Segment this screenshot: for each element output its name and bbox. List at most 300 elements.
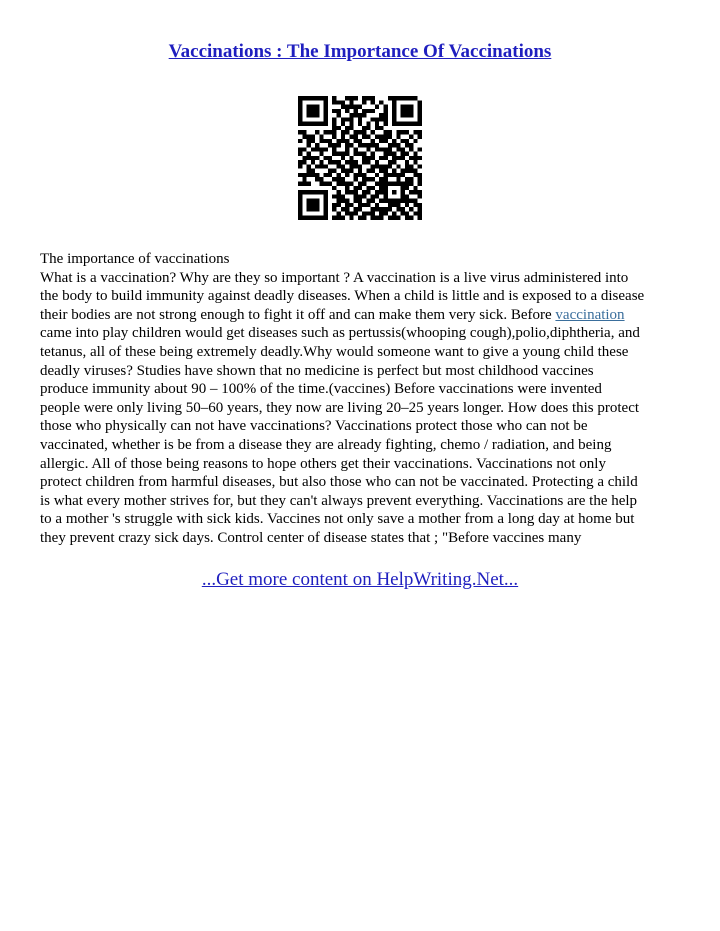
qr-module — [298, 211, 302, 215]
qr-module — [392, 109, 396, 113]
qr-module — [405, 96, 409, 100]
qr-module — [366, 199, 370, 203]
qr-module — [362, 173, 366, 177]
qr-module — [388, 147, 392, 151]
qr-module — [409, 105, 413, 109]
qr-module — [401, 147, 405, 151]
qr-module — [379, 199, 383, 203]
vaccination-link[interactable]: vaccination — [555, 306, 625, 323]
qr-module — [324, 211, 328, 215]
article-heading: The importance of vaccinations — [40, 251, 230, 267]
qr-module — [332, 143, 336, 147]
qr-module — [362, 160, 366, 164]
qr-module — [418, 109, 422, 113]
qr-module — [375, 143, 379, 147]
qr-module — [336, 194, 340, 198]
qr-module — [336, 173, 340, 177]
qr-module — [315, 190, 319, 194]
qr-module — [392, 122, 396, 126]
qr-module — [358, 113, 362, 117]
qr-module — [311, 207, 315, 211]
qr-module — [302, 134, 306, 138]
qr-module — [311, 156, 315, 160]
article-line: deadly viruses? Studies have shown that no medicine is perfect but most childhood vaccines — [40, 362, 594, 379]
qr-module — [315, 199, 319, 203]
qr-module — [319, 134, 323, 138]
qr-module — [388, 143, 392, 147]
qr-module — [358, 173, 362, 177]
qr-module — [341, 169, 345, 173]
qr-module — [324, 147, 328, 151]
qr-module — [349, 117, 353, 121]
qr-module — [311, 203, 315, 207]
qr-module — [354, 160, 358, 164]
qr-module — [341, 182, 345, 186]
qr-module — [298, 182, 302, 186]
qr-module — [396, 156, 400, 160]
qr-module — [401, 194, 405, 198]
qr-module — [302, 160, 306, 164]
qr-module — [409, 182, 413, 186]
qr-module — [384, 152, 388, 156]
qr-module — [392, 100, 396, 104]
qr-module — [418, 113, 422, 117]
qr-module — [413, 139, 417, 143]
qr-module — [401, 207, 405, 211]
qr-module — [315, 130, 319, 134]
document-title — [0, 40, 720, 64]
qr-module — [379, 100, 383, 104]
qr-module — [302, 216, 306, 220]
qr-module — [401, 152, 405, 156]
more-content — [0, 568, 720, 592]
qr-module — [307, 199, 311, 203]
qr-module — [379, 147, 383, 151]
qr-module — [375, 160, 379, 164]
qr-module — [324, 216, 328, 220]
qr-module — [413, 160, 417, 164]
qr-module — [328, 156, 332, 160]
qr-module — [341, 199, 345, 203]
qr-module — [298, 100, 302, 104]
qr-module — [375, 105, 379, 109]
qr-module — [405, 139, 409, 143]
qr-module — [324, 190, 328, 194]
qr-module — [324, 156, 328, 160]
qr-module — [336, 152, 340, 156]
qr-module — [375, 194, 379, 198]
qr-module — [401, 96, 405, 100]
qr-module — [401, 139, 405, 143]
qr-module — [405, 113, 409, 117]
qr-module — [388, 134, 392, 138]
qr-module — [418, 173, 422, 177]
qr-module — [396, 182, 400, 186]
qr-module — [413, 203, 417, 207]
qr-module — [384, 177, 388, 181]
qr-module — [392, 203, 396, 207]
qr-module — [332, 130, 336, 134]
qr-module — [418, 130, 422, 134]
qr-module — [354, 190, 358, 194]
qr-module — [418, 190, 422, 194]
qr-module — [418, 216, 422, 220]
qr-module — [349, 203, 353, 207]
qr-module — [405, 152, 409, 156]
qr-module — [392, 156, 396, 160]
qr-module — [371, 109, 375, 113]
qr-module — [298, 173, 302, 177]
qr-module — [328, 139, 332, 143]
qr-module — [371, 164, 375, 168]
qr-module — [375, 134, 379, 138]
qr-module — [354, 173, 358, 177]
qr-module — [413, 211, 417, 215]
qr-module — [298, 216, 302, 220]
qr-module — [379, 177, 383, 181]
qr-module — [392, 169, 396, 173]
qr-module — [349, 190, 353, 194]
qr-module — [384, 117, 388, 121]
qr-module — [405, 194, 409, 198]
article-line: the body to build immunity against deadly diseases. When a child is little and is exposed to a disease — [40, 288, 645, 305]
qr-module — [409, 147, 413, 151]
qr-module — [413, 156, 417, 160]
qr-module — [345, 211, 349, 215]
qr-module — [315, 177, 319, 181]
qr-module — [336, 203, 340, 207]
qr-module — [332, 126, 336, 130]
qr-module — [401, 113, 405, 117]
qr-module — [332, 117, 336, 121]
qr-module — [341, 156, 345, 160]
qr-module — [336, 177, 340, 181]
qr-module — [384, 109, 388, 113]
qr-module — [341, 130, 345, 134]
article-line: protect children from harmful diseases, but also those who can not be vaccinated. Protecting a child — [40, 474, 638, 491]
qr-module — [332, 109, 336, 113]
qr-module — [341, 117, 345, 121]
qr-module — [396, 203, 400, 207]
qr-module — [328, 143, 332, 147]
qr-module — [336, 113, 340, 117]
qr-module — [388, 199, 392, 203]
qr-module — [349, 134, 353, 138]
qr-module — [418, 100, 422, 104]
qr-module — [375, 216, 379, 220]
qr-module — [371, 177, 375, 181]
qr-module — [298, 207, 302, 211]
qr-module — [311, 147, 315, 151]
qr-module — [366, 211, 370, 215]
qr-module — [392, 117, 396, 121]
qr-module — [336, 190, 340, 194]
qr-module — [332, 160, 336, 164]
qr-module — [307, 109, 311, 113]
qr-module — [358, 199, 362, 203]
qr-module — [405, 143, 409, 147]
qr-module — [358, 216, 362, 220]
article-line: tetanus, all of these being extremely deadly.Why would someone want to give a young child these — [40, 343, 629, 360]
qr-module — [324, 182, 328, 186]
qr-module — [307, 122, 311, 126]
qr-module — [298, 130, 302, 134]
qr-module — [354, 152, 358, 156]
qr-module — [401, 186, 405, 190]
qr-module — [405, 122, 409, 126]
qr-module — [375, 147, 379, 151]
qr-module — [366, 203, 370, 207]
qr-module — [324, 122, 328, 126]
qr-module — [341, 134, 345, 138]
qr-module — [345, 190, 349, 194]
qr-module — [405, 186, 409, 190]
qr-module — [302, 122, 306, 126]
qr-module — [366, 156, 370, 160]
qr-module — [379, 211, 383, 215]
qr-module — [332, 134, 336, 138]
qr-module — [324, 164, 328, 168]
qr-module — [366, 126, 370, 130]
qr-module — [384, 139, 388, 143]
qr-module — [418, 134, 422, 138]
qr-module — [345, 160, 349, 164]
qr-module — [298, 164, 302, 168]
qr-module — [418, 122, 422, 126]
qr-module — [405, 105, 409, 109]
qr-module — [375, 164, 379, 168]
article-line — [40, 306, 690, 325]
qr-module — [307, 139, 311, 143]
qr-module — [307, 143, 311, 147]
qr-module — [405, 164, 409, 168]
qr-module — [332, 177, 336, 181]
qr-module — [375, 182, 379, 186]
qr-module — [358, 207, 362, 211]
qr-module — [319, 182, 323, 186]
qr-module — [405, 177, 409, 181]
qr-module — [396, 199, 400, 203]
qr-module — [345, 199, 349, 203]
qr-module — [319, 96, 323, 100]
qr-module — [384, 173, 388, 177]
qr-module — [315, 164, 319, 168]
qr-module — [345, 143, 349, 147]
qr-module — [328, 160, 332, 164]
qr-module — [396, 122, 400, 126]
qr-module — [418, 203, 422, 207]
qr-module — [345, 130, 349, 134]
qr-module — [375, 122, 379, 126]
qr-module — [354, 211, 358, 215]
qr-module — [396, 96, 400, 100]
qr-module — [349, 160, 353, 164]
qr-module — [371, 143, 375, 147]
qr-module — [392, 152, 396, 156]
qr-module — [371, 100, 375, 104]
qr-module — [358, 130, 362, 134]
qr-module — [302, 173, 306, 177]
qr-module — [358, 143, 362, 147]
qr-module — [307, 105, 311, 109]
qr-module — [311, 113, 315, 117]
qr-module — [371, 199, 375, 203]
qr-module — [332, 169, 336, 173]
qr-module — [315, 216, 319, 220]
qr-module — [392, 96, 396, 100]
qr-module — [354, 199, 358, 203]
qr-module — [345, 152, 349, 156]
qr-module — [358, 117, 362, 121]
qr-module — [307, 96, 311, 100]
article-line: people were only living 50–60 years, they now are living 20–25 years longer. How does this protect — [40, 399, 640, 416]
article-line: produce immunity about 90 – 100% of the time.(vaccines) Before vaccinations were invented — [40, 381, 602, 398]
qr-module — [302, 177, 306, 181]
qr-module — [324, 173, 328, 177]
qr-module — [311, 160, 315, 164]
qr-module — [409, 169, 413, 173]
qr-module — [366, 160, 370, 164]
qr-module — [324, 105, 328, 109]
qr-module — [315, 147, 319, 151]
qr-code-icon — [298, 96, 422, 220]
qr-module — [362, 194, 366, 198]
qr-module — [362, 211, 366, 215]
qr-module — [315, 156, 319, 160]
qr-module — [392, 199, 396, 203]
qr-module — [341, 216, 345, 220]
qr-module — [418, 164, 422, 168]
qr-module — [413, 130, 417, 134]
qr-module — [384, 156, 388, 160]
qr-module — [388, 207, 392, 211]
title-link[interactable]: Vaccinations : The Importance Of Vaccinations — [168, 41, 552, 62]
qr-module — [302, 182, 306, 186]
qr-module — [358, 194, 362, 198]
qr-module — [384, 130, 388, 134]
qr-module — [332, 147, 336, 151]
qr-module — [341, 194, 345, 198]
qr-module — [388, 182, 392, 186]
qr-module — [349, 164, 353, 168]
qr-module — [332, 96, 336, 100]
qr-module — [341, 139, 345, 143]
qr-module — [345, 203, 349, 207]
qr-module — [362, 130, 366, 134]
qr-module — [319, 177, 323, 181]
qr-module — [405, 203, 409, 207]
qr-module — [396, 173, 400, 177]
qr-module — [409, 190, 413, 194]
qr-module — [349, 143, 353, 147]
qr-module — [384, 199, 388, 203]
qr-module — [307, 216, 311, 220]
qr-module — [366, 109, 370, 113]
qr-module — [298, 203, 302, 207]
qr-module — [324, 100, 328, 104]
qr-module — [324, 96, 328, 100]
qr-module — [384, 164, 388, 168]
qr-module — [384, 194, 388, 198]
qr-module — [358, 182, 362, 186]
qr-module — [362, 190, 366, 194]
qr-module — [298, 105, 302, 109]
qr-module — [366, 122, 370, 126]
qr-module — [388, 130, 392, 134]
qr-module — [319, 152, 323, 156]
qr-module — [413, 199, 417, 203]
qr-module — [379, 190, 383, 194]
qr-module — [319, 147, 323, 151]
qr-module — [354, 105, 358, 109]
article-body — [40, 250, 690, 548]
qr-module — [358, 139, 362, 143]
qr-module — [379, 139, 383, 143]
qr-module — [341, 164, 345, 168]
qr-module — [362, 216, 366, 220]
qr-module — [388, 203, 392, 207]
qr-module — [307, 156, 311, 160]
qr-code-graphic — [298, 96, 422, 220]
qr-module — [413, 96, 417, 100]
more-content-link[interactable]: ...Get more content on HelpWriting.Net... — [201, 569, 519, 590]
qr-module — [384, 182, 388, 186]
qr-module — [358, 186, 362, 190]
qr-module — [405, 169, 409, 173]
qr-module — [332, 203, 336, 207]
qr-module — [409, 199, 413, 203]
qr-module — [319, 164, 323, 168]
qr-module — [418, 207, 422, 211]
qr-module — [384, 113, 388, 117]
qr-module — [358, 122, 362, 126]
qr-module — [401, 122, 405, 126]
qr-module — [298, 194, 302, 198]
qr-module — [409, 177, 413, 181]
qr-module — [328, 182, 332, 186]
qr-module — [298, 199, 302, 203]
qr-module — [332, 194, 336, 198]
qr-module — [392, 143, 396, 147]
qr-module — [336, 109, 340, 113]
qr-module — [336, 182, 340, 186]
qr-module — [358, 105, 362, 109]
qr-module — [341, 207, 345, 211]
qr-module — [332, 122, 336, 126]
qr-module — [345, 173, 349, 177]
qr-module — [307, 207, 311, 211]
qr-module — [298, 109, 302, 113]
qr-module — [354, 139, 358, 143]
qr-module — [307, 173, 311, 177]
qr-module — [311, 139, 315, 143]
qr-module — [311, 216, 315, 220]
qr-module — [405, 216, 409, 220]
qr-module — [349, 126, 353, 130]
qr-module — [345, 139, 349, 143]
qr-module — [384, 147, 388, 151]
qr-module — [413, 186, 417, 190]
qr-module — [349, 100, 353, 104]
qr-module — [324, 130, 328, 134]
qr-module — [328, 130, 332, 134]
qr-module — [371, 186, 375, 190]
article-line: came into play children would get diseases such as pertussis(whooping cough),polio,diphtheria, and — [40, 325, 640, 342]
qr-module — [315, 173, 319, 177]
qr-module — [375, 207, 379, 211]
qr-module — [315, 143, 319, 147]
qr-module — [349, 169, 353, 173]
